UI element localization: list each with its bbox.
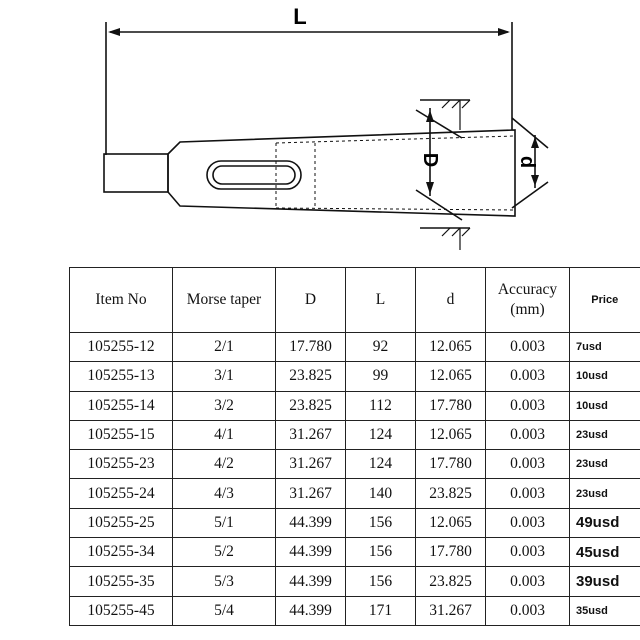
cell-item: 105255-13 (70, 362, 173, 391)
L-label: L (293, 4, 307, 29)
drift-slot-inner (213, 166, 295, 184)
cell-taper: 3/2 (173, 391, 276, 420)
cell-l: 124 (346, 420, 416, 449)
header-item-no: Item No (70, 268, 173, 333)
d-extension-top (512, 118, 548, 148)
cell-d: 31.267 (276, 420, 346, 449)
cell-taper: 4/3 (173, 479, 276, 508)
cell-price: 7usd (570, 333, 640, 362)
cell-d: 44.399 (276, 538, 346, 567)
cell-item: 105255-25 (70, 508, 173, 537)
table-row (70, 508, 640, 537)
cell-item: 105255-15 (70, 420, 173, 449)
cell-d: 12.065 (416, 420, 486, 449)
cell-d: 23.825 (276, 391, 346, 420)
cell-accuracy: 0.003 (486, 333, 570, 362)
cell-item: 105255-14 (70, 391, 173, 420)
cell-d: 17.780 (416, 391, 486, 420)
d-label: d (516, 155, 538, 169)
table-row (70, 450, 640, 479)
cell-d: 31.267 (276, 450, 346, 479)
taper-body (168, 130, 515, 216)
cell-d: 44.399 (276, 508, 346, 537)
table-row (70, 567, 640, 596)
cell-accuracy: 0.003 (486, 391, 570, 420)
cell-price: 45usd (570, 538, 640, 567)
cell-price: 23usd (570, 420, 640, 449)
cell-l: 156 (346, 538, 416, 567)
cell-price: 10usd (570, 391, 640, 420)
cell-item: 105255-23 (70, 450, 173, 479)
cell-item: 105255-12 (70, 333, 173, 362)
cell-l: 140 (346, 479, 416, 508)
cell-l: 112 (346, 391, 416, 420)
header-d: d (416, 268, 486, 333)
header-price: Price (570, 268, 640, 333)
cell-accuracy: 0.003 (486, 538, 570, 567)
cell-d: 12.065 (416, 333, 486, 362)
cell-d: 44.399 (276, 596, 346, 625)
cell-taper: 5/1 (173, 508, 276, 537)
cell-accuracy: 0.003 (486, 567, 570, 596)
cell-d: 23.825 (276, 362, 346, 391)
cell-price: 49usd (570, 508, 640, 537)
table-row (70, 333, 640, 362)
table-row (70, 479, 640, 508)
table-header-row (70, 268, 640, 333)
cell-taper: 2/1 (173, 333, 276, 362)
cell-l: 99 (346, 362, 416, 391)
header-accuracy (486, 268, 570, 333)
cell-l: 156 (346, 508, 416, 537)
cell-d: 23.825 (416, 567, 486, 596)
cell-accuracy: 0.003 (486, 420, 570, 449)
cell-d: 17.780 (276, 333, 346, 362)
table-row (70, 538, 640, 567)
morse-taper-spec-table (69, 267, 640, 626)
cell-item: 105255-35 (70, 567, 173, 596)
cell-d: 12.065 (416, 508, 486, 537)
cell-item: 105255-34 (70, 538, 173, 567)
cell-taper: 4/2 (173, 450, 276, 479)
arrowheads (108, 28, 539, 194)
internal-bore (276, 136, 515, 210)
D-extension-bottom (416, 190, 462, 220)
cell-d: 23.825 (416, 479, 486, 508)
header-morse-taper: Morse taper (173, 268, 276, 333)
cell-taper: 5/3 (173, 567, 276, 596)
cell-accuracy: 0.003 (486, 450, 570, 479)
table-row (70, 596, 640, 625)
cell-l: 171 (346, 596, 416, 625)
cell-accuracy: 0.003 (486, 362, 570, 391)
header-D: D (276, 268, 346, 333)
cell-l: 92 (346, 333, 416, 362)
table-row (70, 362, 640, 391)
table-row (70, 420, 640, 449)
cell-d: 31.267 (416, 596, 486, 625)
cell-taper: 5/4 (173, 596, 276, 625)
header-L: L (346, 268, 416, 333)
header-accuracy-line2: (mm) (510, 301, 545, 318)
cell-accuracy: 0.003 (486, 479, 570, 508)
tang (104, 154, 168, 192)
cell-accuracy: 0.003 (486, 508, 570, 537)
cell-price: 10usd (570, 362, 640, 391)
cell-d: 17.780 (416, 538, 486, 567)
cell-d: 31.267 (276, 479, 346, 508)
cell-taper: 3/1 (173, 362, 276, 391)
cell-price: 39usd (570, 567, 640, 596)
d-extension-bottom (512, 182, 548, 208)
cell-l: 156 (346, 567, 416, 596)
cell-taper: 4/1 (173, 420, 276, 449)
cell-price: 23usd (570, 450, 640, 479)
D-label: D (419, 152, 441, 168)
cell-taper: 5/2 (173, 538, 276, 567)
cell-l: 124 (346, 450, 416, 479)
cell-accuracy: 0.003 (486, 596, 570, 625)
header-accuracy-line1: Accuracy (497, 281, 558, 298)
cell-item: 105255-45 (70, 596, 173, 625)
taper-sleeve-drawing (0, 0, 640, 262)
cell-item: 105255-24 (70, 479, 173, 508)
cell-d: 17.780 (416, 450, 486, 479)
cell-d: 44.399 (276, 567, 346, 596)
cell-price: 35usd (570, 596, 640, 625)
cell-d: 12.065 (416, 362, 486, 391)
cell-price: 23usd (570, 479, 640, 508)
table-row (70, 391, 640, 420)
